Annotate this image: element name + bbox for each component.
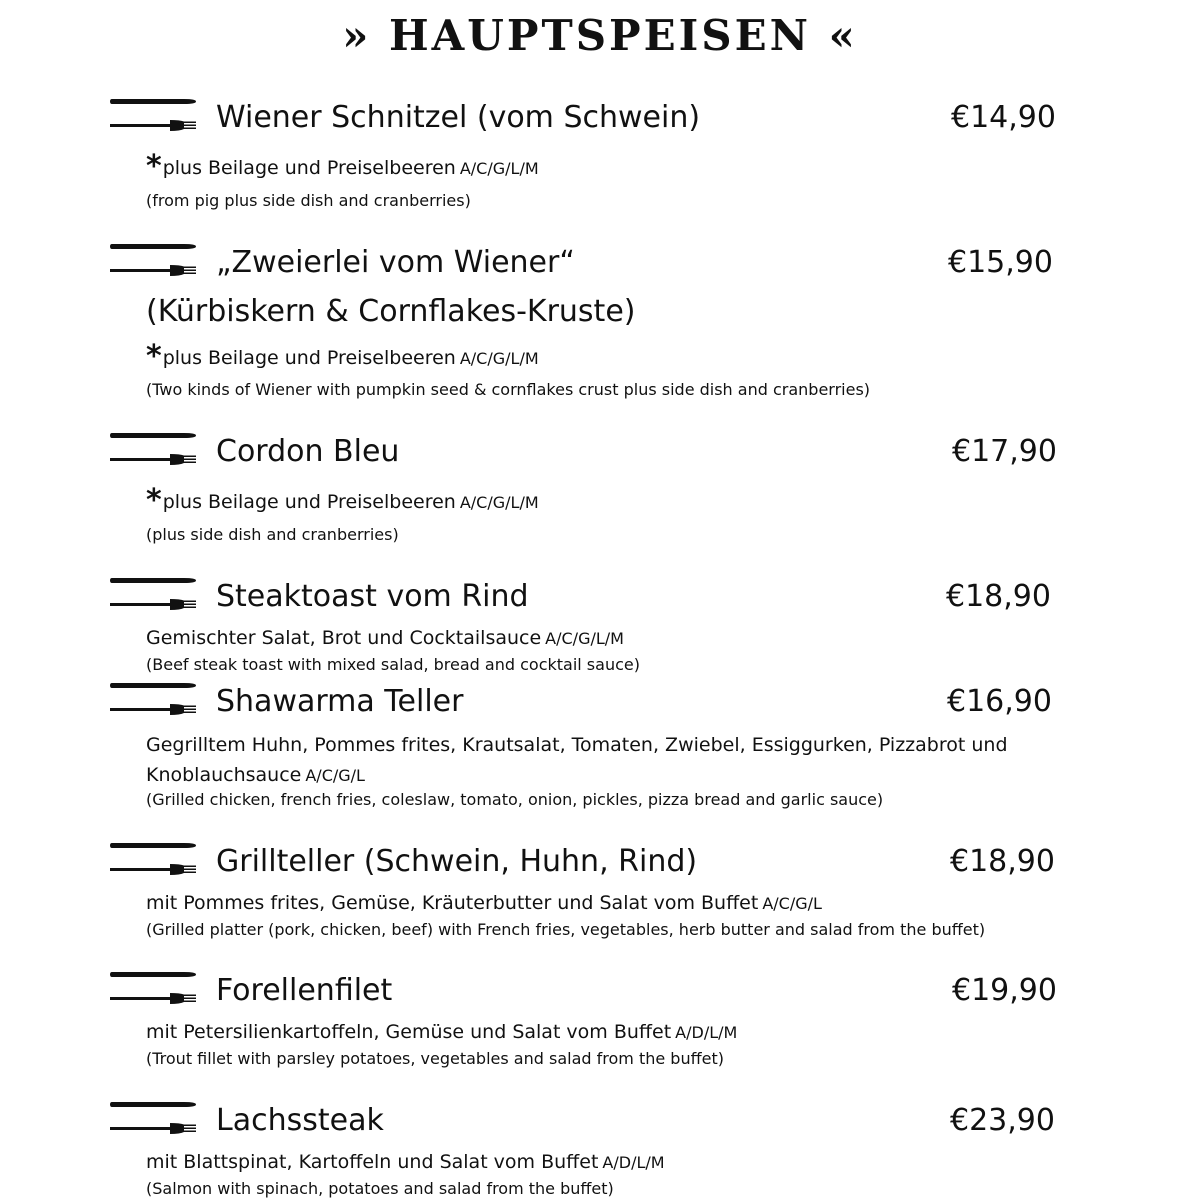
dish-translation: (Grilled platter (pork, chicken, beef) with French fries, vegetables, herb butter and salad from the buffet) [146, 920, 986, 939]
dish-description [146, 890, 822, 917]
dish-description [146, 1149, 665, 1176]
dish-translation: (Grilled chicken, french fries, coleslaw, tomato, onion, pickles, pizza bread and garlic sauce) [146, 790, 884, 809]
allergen-codes: A/C/G/L [762, 894, 822, 913]
cutlery-icon [110, 432, 200, 472]
dish-translation: (Two kinds of Wiener with pumpkin seed & cornflakes crust plus side dish and cranberries) [146, 380, 871, 399]
description-text: mit Blattspinat, Kartoffeln und Salat vom Buffet [146, 1151, 599, 1173]
allergen-codes: A/C/G/L/M [545, 629, 624, 648]
dish-name: Grillteller (Schwein, Huhn, Rind) [216, 844, 698, 879]
allergen-codes: A/C/G/L [305, 766, 365, 785]
menu-title: » HAUPTSPEISEN « [342, 11, 858, 60]
dish-description [146, 339, 539, 374]
allergen-codes: A/C/G/L/M [459, 349, 539, 368]
dish-description [146, 149, 539, 184]
dish-price: €15,90 [948, 245, 1053, 280]
dish-name: Wiener Schnitzel (vom Schwein) [216, 100, 701, 135]
cutlery-icon [110, 243, 200, 283]
description-text: Gegrilltem Huhn, Pommes frites, Krautsalat, Tomaten, Zwiebel, Essiggurken, Pizzabrot und Knoblauchsauce [146, 734, 1008, 786]
dish-name: Shawarma Teller [216, 684, 464, 719]
dish-name: Steaktoast vom Rind [216, 579, 529, 614]
dish-translation: (Beef steak toast with mixed salad, bread and cocktail sauce) [146, 655, 640, 674]
description-text: Gemischter Salat, Brot und Cocktailsauce [146, 627, 542, 649]
description-text: plus Beilage und Preiselbeeren [162, 491, 456, 513]
dish-name-line2: (Kürbiskern & Cornflakes-Kruste) [146, 294, 636, 329]
cutlery-icon [110, 1101, 200, 1141]
dish-translation: (from pig plus side dish and cranberries) [146, 191, 471, 210]
cutlery-icon [110, 971, 200, 1011]
description-text: mit Pommes frites, Gemüse, Kräuterbutter und Salat vom Buffet [146, 892, 759, 914]
allergen-codes: A/C/G/L/M [459, 493, 539, 512]
dish-price: €19,90 [952, 973, 1057, 1008]
dish-price: €14,90 [951, 100, 1056, 135]
dish-translation: (plus side dish and cranberries) [146, 525, 399, 544]
asterisk-mark: * [146, 149, 162, 184]
cutlery-icon [110, 98, 200, 138]
description-text: plus Beilage und Preiselbeeren [162, 157, 456, 179]
dish-name: „Zweierlei vom Wiener“ [216, 245, 575, 280]
dish-name: Cordon Bleu [216, 434, 400, 469]
allergen-codes: A/D/L/M [602, 1153, 665, 1172]
dish-name: Lachssteak [216, 1103, 384, 1138]
asterisk-mark: * [146, 339, 162, 374]
dish-translation: (Trout fillet with parsley potatoes, vegetables and salad from the buffet) [146, 1049, 724, 1068]
allergen-codes: A/D/L/M [675, 1023, 738, 1042]
description-text: plus Beilage und Preiselbeeren [162, 347, 456, 369]
asterisk-mark: * [146, 483, 162, 518]
dish-price: €18,90 [946, 579, 1051, 614]
description-text: mit Petersilienkartoffeln, Gemüse und Salat vom Buffet [146, 1021, 672, 1043]
dish-description [146, 483, 539, 518]
dish-price: €16,90 [947, 684, 1052, 719]
dish-name: Forellenfilet [216, 973, 393, 1008]
allergen-codes: A/C/G/L/M [459, 159, 539, 178]
dish-price: €18,90 [950, 844, 1055, 879]
dish-translation: (Salmon with spinach, potatoes and salad from the buffet) [146, 1179, 614, 1198]
dish-description [146, 625, 624, 652]
dish-price: €23,90 [950, 1103, 1055, 1138]
cutlery-icon [110, 682, 200, 722]
dish-description [146, 730, 1046, 791]
dish-description [146, 1019, 737, 1046]
cutlery-icon [110, 577, 200, 617]
dish-price: €17,90 [952, 434, 1057, 469]
cutlery-icon [110, 842, 200, 882]
